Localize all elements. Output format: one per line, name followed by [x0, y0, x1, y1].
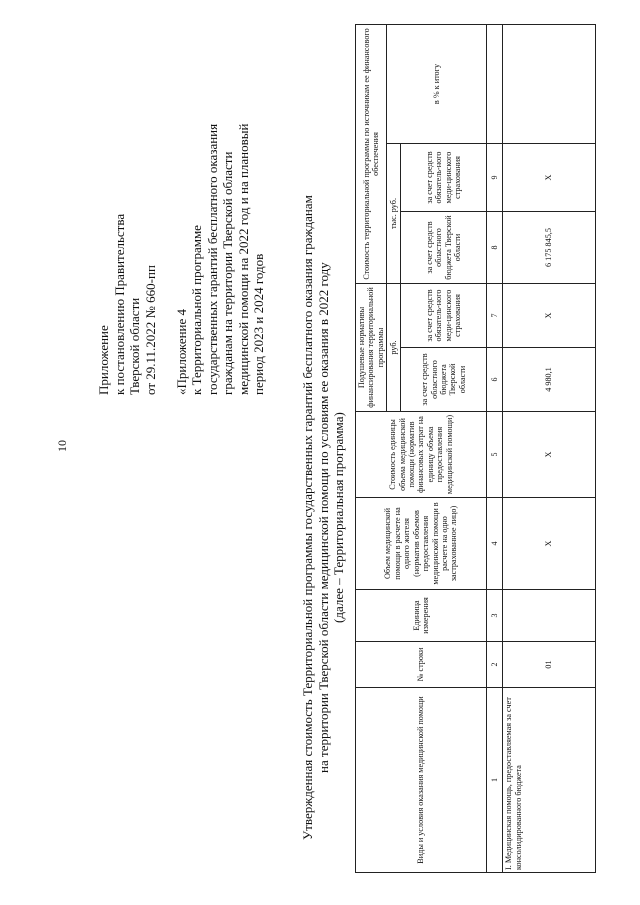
title-line-2: на территории Тверской области медицинской помощи по условиям ее оказания в 2022 году [315, 262, 331, 773]
column-number: 7 [487, 284, 503, 348]
appendix-line: к постановлению Правительства [111, 213, 127, 395]
column-number: 1 [487, 688, 503, 873]
row-cost-budget: 6 175 845,5 [503, 212, 596, 284]
appendix-line: Приложение [96, 325, 111, 395]
column-number: 9 [487, 144, 503, 212]
appendix-line [158, 124, 174, 395]
row-per-capita-budget: 4 980,1 [503, 348, 596, 412]
header-row-no: № строки [356, 642, 487, 688]
appendix-line: Тверской области [127, 297, 142, 395]
row-cost-oms: X [503, 144, 596, 212]
appendix-heading [96, 124, 267, 395]
header-program-cost: Стоимость территориальной программы по источникам ее финансового обеспечения [356, 24, 387, 283]
appendix-line: гражданам на территории Тверской области [220, 151, 235, 395]
header-kind: Виды и условия оказания медицинской помощи [356, 688, 487, 873]
table-row [503, 24, 596, 872]
row-volume: X [503, 498, 596, 590]
header-regional-budget: за счет средств областного бюджета Тверской области [401, 348, 487, 412]
header-unit: Единица измерения [356, 590, 487, 642]
appendix-line: медицинской помощи на 2022 год и на плановый [235, 123, 251, 395]
header-per-capita: Подушевые нормативы финансирования территориальной программы [356, 284, 387, 412]
row-unit-cost: X [503, 412, 596, 498]
column-number: 6 [487, 348, 503, 412]
column-number: 8 [487, 212, 503, 284]
cost-table [355, 25, 596, 873]
row-per-capita-oms: X [503, 284, 596, 348]
title-line-3: (далее – Территориальная программа) [331, 412, 346, 623]
header-oms: за счет средств обязатель-ного меди-цинского страхования [401, 284, 487, 348]
title-line-1: Утвержденная стоимость Территориальной программы государственных гарантий бесплатного оказания гражданам [300, 195, 315, 840]
document-title [300, 195, 347, 840]
appendix-line: государственных гарантий бесплатного оказания [204, 123, 220, 395]
header-oms: за счет средств обязатель-ного меди-цинского страхования [401, 144, 487, 212]
row-number: 01 [503, 642, 596, 688]
appendix-line: период 2023 и 2024 годов [251, 253, 266, 395]
column-number [487, 24, 503, 143]
header-rub: руб. [387, 284, 401, 412]
row-label: I. Медицинская помощь, предоставляемая за счет консолидированного бюджета [503, 688, 596, 873]
row-percent [503, 24, 596, 143]
column-number-row [487, 24, 503, 872]
page-number: 10 [55, 440, 69, 452]
column-number: 2 [487, 642, 503, 688]
row-unit [503, 590, 596, 642]
header-unit-cost: Стоимость единицы объема медицинской помощи (норматив финансовых затрат на единицу объема предоставления медицинской помощи) [356, 412, 487, 498]
header-percent: в % к итогу [387, 24, 487, 143]
appendix-line: к Территориальной программе [189, 225, 204, 395]
column-number: 5 [487, 412, 503, 498]
header-volume: Объем медицинской помощи в расчете на одного жителя (норматив объемов предоставления медицинской помощи в расчете на одно застрахованное лицо) [356, 498, 487, 590]
appendix-line: «Приложение 4 [173, 308, 189, 395]
header-regional-budget: за счет средств областного бюджета Тверской области [401, 212, 487, 284]
column-number: 3 [487, 590, 503, 642]
header-thous-rub: тыс. руб. [387, 144, 401, 284]
column-number: 4 [487, 498, 503, 590]
appendix-line: от 29.11.2022 № 660-пп [142, 265, 158, 395]
